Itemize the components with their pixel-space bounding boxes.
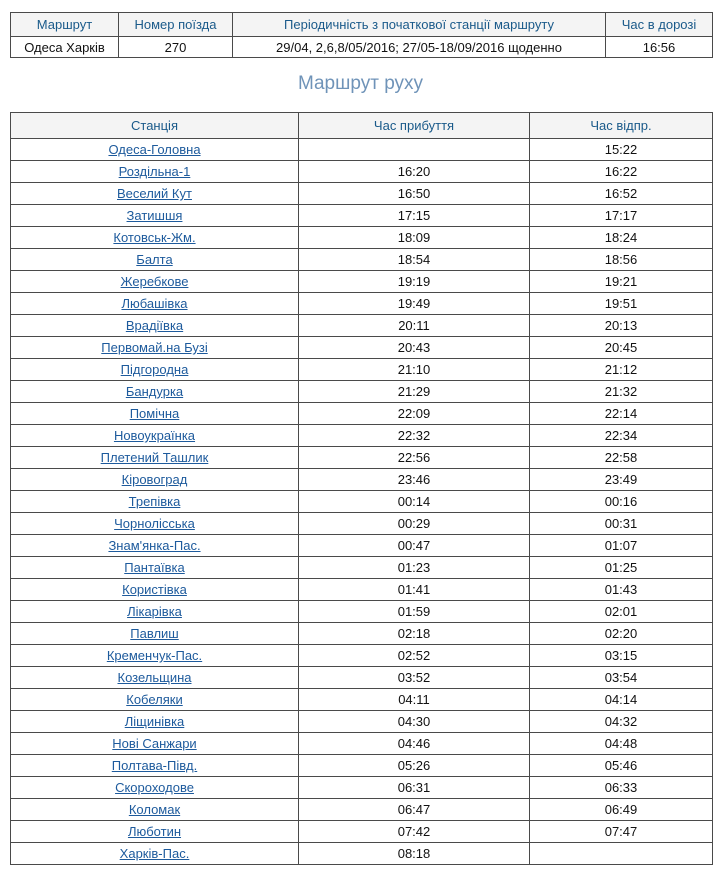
departure-cell [530,843,713,865]
station-link[interactable]: Врадіївка [125,318,184,333]
departure-cell: 21:12 [530,359,713,381]
departure-cell: 22:58 [530,447,713,469]
departure-cell: 23:49 [530,469,713,491]
station-cell [11,227,299,249]
station-link[interactable]: Скороходове [115,780,194,795]
departure-cell: 02:01 [530,601,713,623]
arrival-cell: 17:15 [299,205,530,227]
table-row [11,689,713,711]
table-row [11,777,713,799]
station-cell [11,821,299,843]
station-cell [11,535,299,557]
table-row [11,271,713,293]
departure-cell: 21:32 [530,381,713,403]
periodicity-value: 29/04, 2,6,8/05/2016; 27/05-18/09/2016 щоденно [233,37,606,58]
arrival-cell: 20:43 [299,337,530,359]
table-row [11,711,713,733]
table-row [11,161,713,183]
table-row [11,513,713,535]
station-cell [11,579,299,601]
table-row [11,425,713,447]
station-link[interactable]: Чорнолісська [114,516,195,531]
departure-cell: 04:48 [530,733,713,755]
departure-cell: 01:07 [530,535,713,557]
table-row [11,535,713,557]
table-row [11,733,713,755]
arrival-cell: 18:09 [299,227,530,249]
arrival-cell: 16:50 [299,183,530,205]
arrival-cell: 16:20 [299,161,530,183]
table-row [11,755,713,777]
arrival-cell: 04:11 [299,689,530,711]
departure-cell: 17:17 [530,205,713,227]
table-row [11,579,713,601]
station-link[interactable]: Помічна [129,406,180,421]
station-link[interactable]: Павлиш [130,626,179,641]
arrival-cell: 00:29 [299,513,530,535]
station-link[interactable]: Пантаївка [124,560,185,575]
departure-cell: 03:15 [530,645,713,667]
station-cell [11,601,299,623]
station-link[interactable]: Підгородна [120,362,189,377]
station-cell [11,667,299,689]
departure-cell: 01:25 [530,557,713,579]
arrival-cell: 19:19 [299,271,530,293]
station-link[interactable]: Плетений Ташлик [100,450,209,465]
table-row [11,293,713,315]
arrival-cell: 05:26 [299,755,530,777]
table-row [11,601,713,623]
station-cell [11,425,299,447]
station-link[interactable]: Лікарівка [127,604,182,619]
station-cell [11,337,299,359]
table-row [11,227,713,249]
departure-cell: 04:32 [530,711,713,733]
arrival-cell: 01:41 [299,579,530,601]
station-link[interactable]: Ліщинівка [124,714,185,729]
station-link[interactable]: Балта [136,252,173,267]
arrival-cell: 22:32 [299,425,530,447]
departure-cell: 06:49 [530,799,713,821]
station-cell [11,689,299,711]
station-link[interactable]: Первомай.на Бузі [101,340,208,355]
table-row [11,491,713,513]
station-link[interactable]: Харків-Пас. [119,846,190,861]
table-row [11,359,713,381]
station-cell [11,293,299,315]
station-cell [11,359,299,381]
table-row [11,645,713,667]
station-cell [11,711,299,733]
travel-time-value: 16:56 [606,37,713,58]
table-row [11,799,713,821]
route-table-body [11,139,713,865]
station-cell [11,249,299,271]
arrival-cell: 22:09 [299,403,530,425]
station-link[interactable]: Знам'янка-Пас. [108,538,201,553]
arrival-cell: 18:54 [299,249,530,271]
arrival-cell: 02:52 [299,645,530,667]
arrival-cell: 02:18 [299,623,530,645]
station-link[interactable]: Бандурка [125,384,184,399]
station-cell [11,183,299,205]
table-row [11,623,713,645]
station-cell [11,755,299,777]
departure-cell: 22:14 [530,403,713,425]
departure-cell: 20:13 [530,315,713,337]
info-row [11,37,713,58]
station-cell [11,513,299,535]
route-header-row [11,113,713,139]
station-cell [11,645,299,667]
travel-time-header: Час в дорозі [606,13,713,37]
station-link[interactable]: Любашівка [121,296,188,311]
arrival-cell: 07:42 [299,821,530,843]
arrival-cell: 06:31 [299,777,530,799]
table-row [11,667,713,689]
station-cell [11,139,299,161]
station-cell [11,403,299,425]
arrival-cell [299,139,530,161]
station-link[interactable]: Нові Санжари [112,736,197,751]
info-header-row [11,13,713,37]
station-cell [11,843,299,865]
departure-cell: 22:34 [530,425,713,447]
station-link[interactable]: Користівка [122,582,187,597]
station-cell [11,161,299,183]
arrival-cell: 22:56 [299,447,530,469]
table-row [11,249,713,271]
station-link[interactable]: Новоукраїнка [113,428,196,443]
table-row [11,447,713,469]
train-number-header: Номер поїзда [119,13,233,37]
periodicity-header: Періодичність з початкової станції маршруту [233,13,606,37]
departure-cell: 00:31 [530,513,713,535]
table-row [11,469,713,491]
station-cell [11,205,299,227]
station-cell [11,557,299,579]
table-row [11,183,713,205]
station-cell [11,381,299,403]
station-link[interactable]: Кременчук-Пас. [106,648,203,663]
table-row [11,821,713,843]
arrival-cell: 01:23 [299,557,530,579]
station-cell [11,315,299,337]
arrival-cell: 06:47 [299,799,530,821]
station-link[interactable]: Одеса-Головна [108,142,201,157]
station-link[interactable]: Роздільна-1 [118,164,191,179]
departure-cell: 20:45 [530,337,713,359]
arrival-cell: 23:46 [299,469,530,491]
arrival-header: Час прибуття [299,113,530,139]
departure-cell: 18:24 [530,227,713,249]
arrival-cell: 00:47 [299,535,530,557]
station-link[interactable]: Кобеляки [126,692,183,707]
table-row [11,139,713,161]
arrival-cell: 01:59 [299,601,530,623]
arrival-cell: 04:30 [299,711,530,733]
arrival-cell: 00:14 [299,491,530,513]
station-link[interactable]: Затишшя [126,208,183,223]
station-cell [11,447,299,469]
arrival-cell: 03:52 [299,667,530,689]
table-row [11,557,713,579]
departure-cell: 06:33 [530,777,713,799]
departure-cell: 18:56 [530,249,713,271]
station-cell [11,469,299,491]
train-info-table [10,12,713,58]
departure-cell: 16:52 [530,183,713,205]
station-cell [11,623,299,645]
table-row [11,205,713,227]
departure-cell: 03:54 [530,667,713,689]
table-row [11,381,713,403]
station-cell [11,271,299,293]
route-header: Маршрут [11,13,119,37]
station-cell [11,799,299,821]
route-table [10,112,713,865]
route-value: Одеса Харків [11,37,119,58]
table-row [11,337,713,359]
train-number-value: 270 [119,37,233,58]
departure-cell: 01:43 [530,579,713,601]
station-link[interactable]: Кіровоград [121,472,188,487]
departure-cell: 04:14 [530,689,713,711]
departure-cell: 05:46 [530,755,713,777]
station-cell [11,733,299,755]
arrival-cell: 08:18 [299,843,530,865]
station-link[interactable]: Козельщина [117,670,192,685]
station-cell [11,777,299,799]
table-row [11,403,713,425]
station-link[interactable]: Жеребкове [120,274,189,289]
station-cell [11,491,299,513]
departure-cell: 02:20 [530,623,713,645]
table-row [11,315,713,337]
station-link[interactable]: Полтава-Півд. [111,758,198,773]
departure-cell: 07:47 [530,821,713,843]
station-link[interactable]: Трепівка [128,494,181,509]
arrival-cell: 21:29 [299,381,530,403]
departure-cell: 15:22 [530,139,713,161]
station-link[interactable]: Котовськ-Жм. [113,230,196,245]
arrival-cell: 04:46 [299,733,530,755]
departure-cell: 00:16 [530,491,713,513]
station-link[interactable]: Люботин [127,824,182,839]
station-link[interactable]: Коломак [128,802,181,817]
arrival-cell: 19:49 [299,293,530,315]
departure-header: Час відпр. [530,113,713,139]
route-title: Маршрут руху [297,73,424,94]
station-link[interactable]: Веселий Кут [117,186,192,201]
arrival-cell: 21:10 [299,359,530,381]
table-row [11,843,713,865]
station-header: Станція [11,113,299,139]
departure-cell: 16:22 [530,161,713,183]
arrival-cell: 20:11 [299,315,530,337]
departure-cell: 19:51 [530,293,713,315]
departure-cell: 19:21 [530,271,713,293]
